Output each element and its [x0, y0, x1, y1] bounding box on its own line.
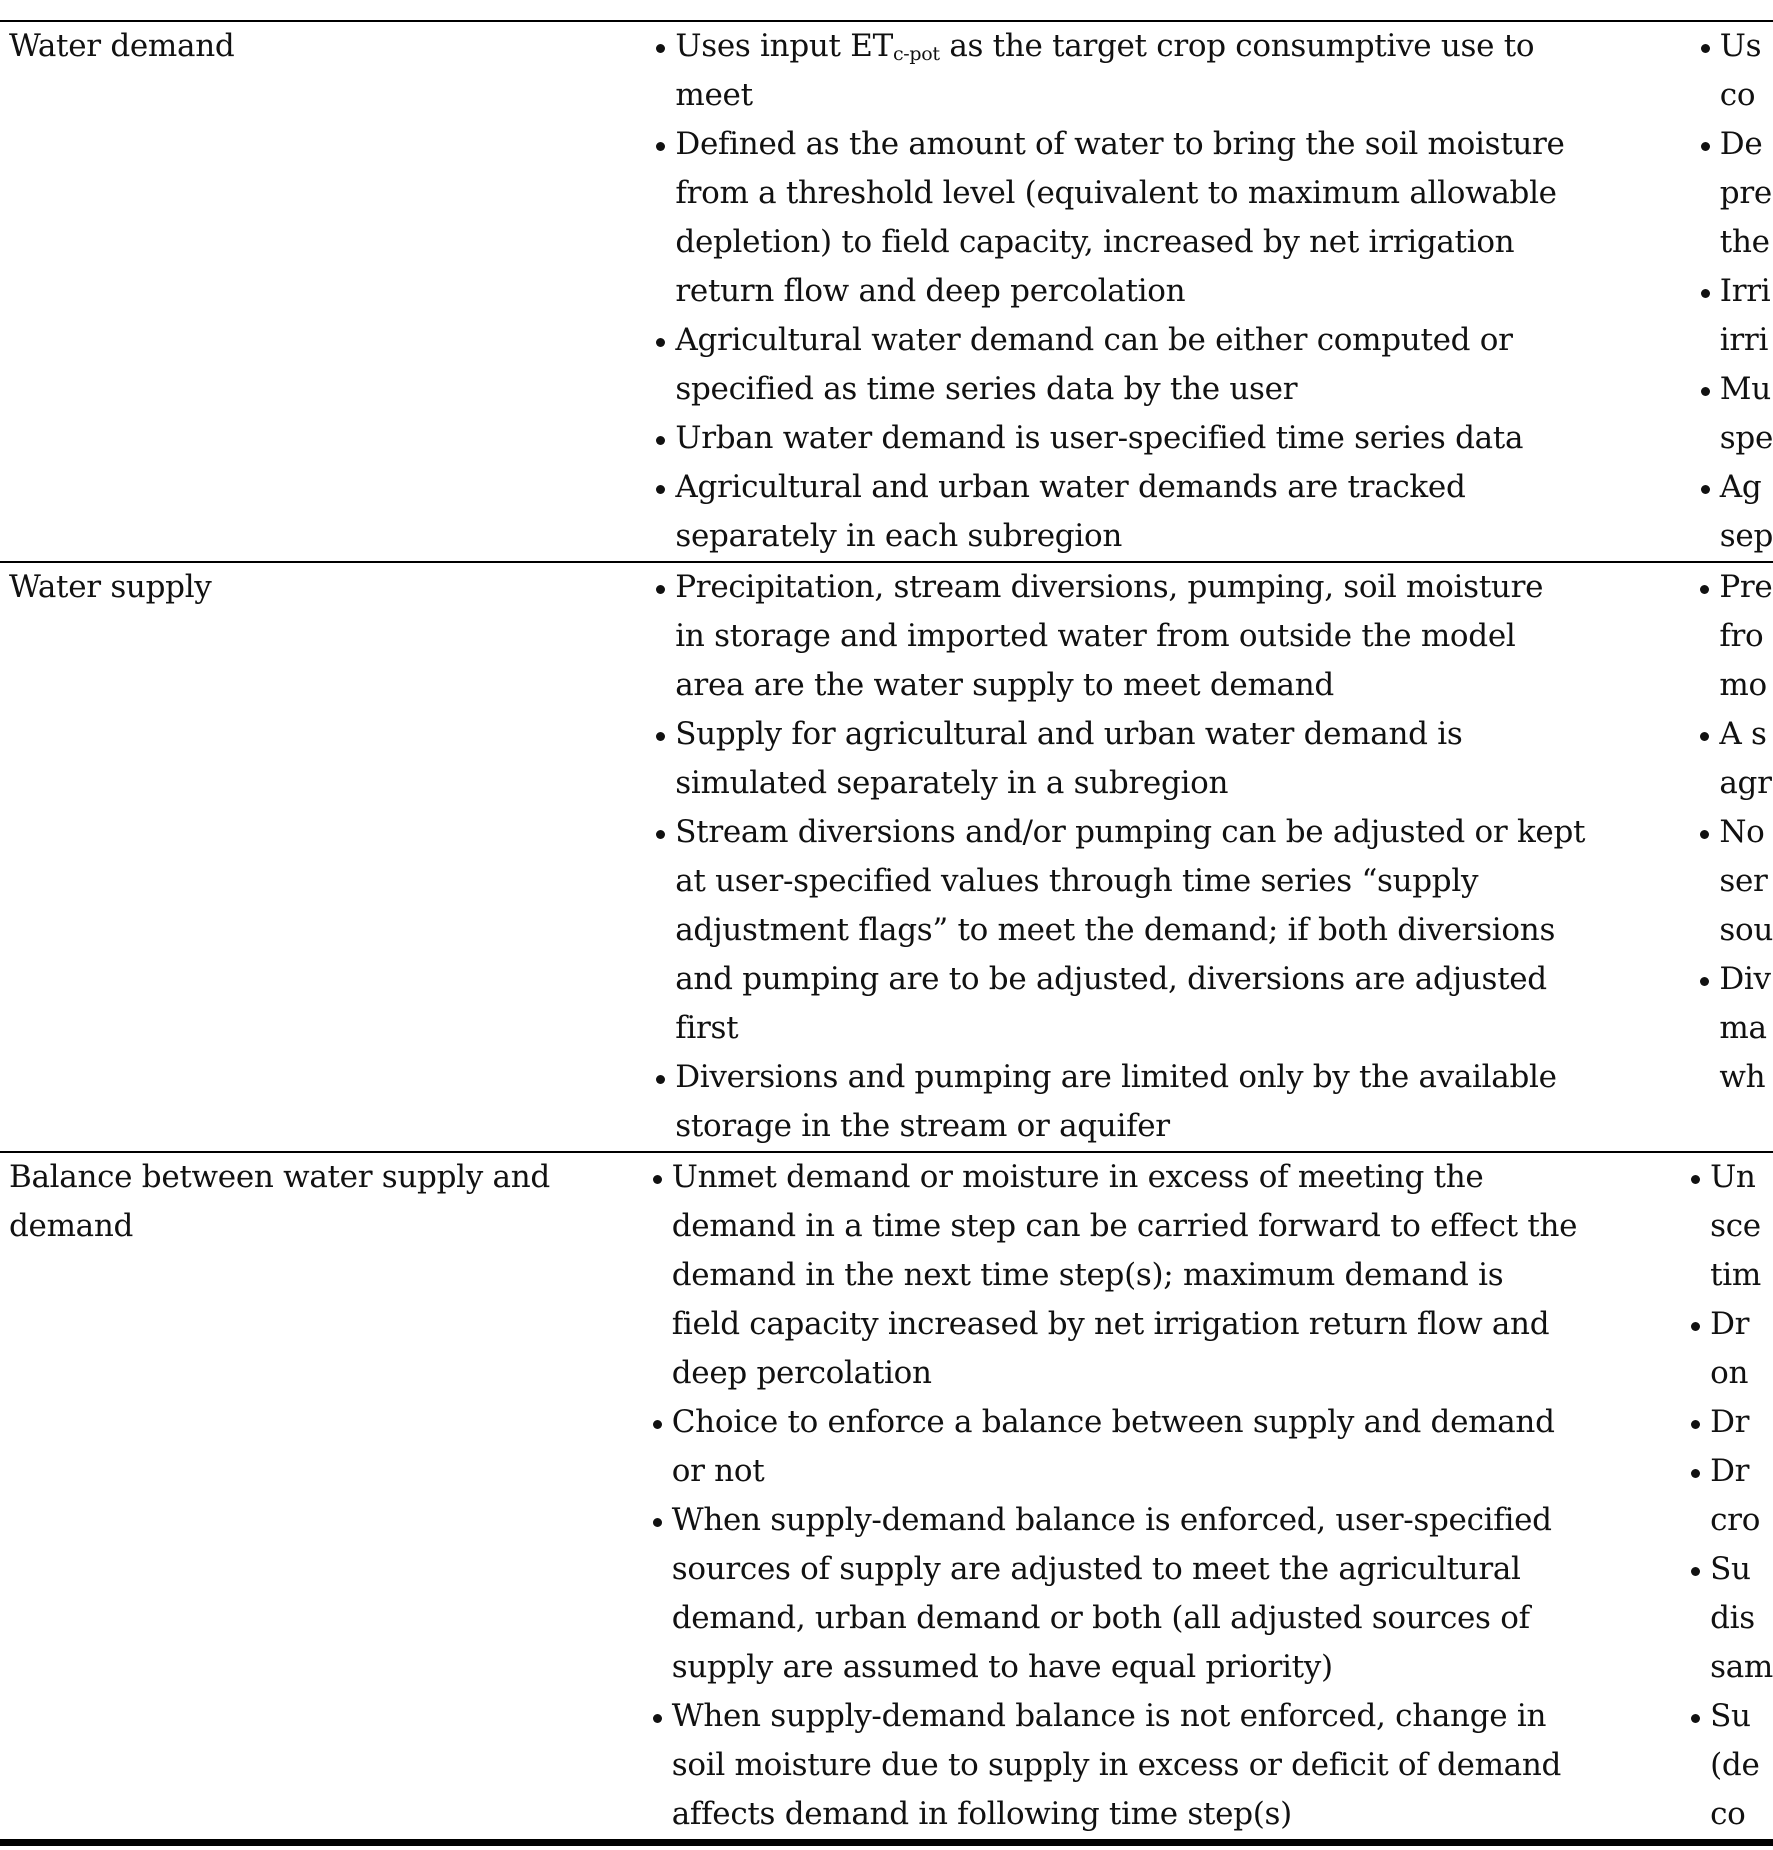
bullet-line: area are the water supply to meet demand — [675, 667, 1334, 703]
bullet-line: A s — [1719, 716, 1767, 752]
bullet-item — [651, 1153, 1678, 1398]
text-segment: as the target crop consumptive use to — [939, 28, 1535, 64]
bullet-item — [651, 1496, 1678, 1692]
bullet-line: No — [1719, 814, 1765, 850]
bullet-text — [675, 414, 1523, 463]
bullet-icon — [1689, 1300, 1710, 1398]
subscript: c-pot — [892, 43, 940, 65]
bullet-icon — [654, 808, 675, 1053]
bullet-line: from a threshold level (equivalent to maximum allowable — [675, 175, 1557, 211]
bullet-icon — [1698, 710, 1719, 808]
bullet-text — [1720, 120, 1772, 267]
bullet-icon — [1698, 563, 1719, 710]
bullet-item — [1699, 463, 1773, 561]
bullet-item — [1689, 1398, 1773, 1447]
bullet-icon — [1698, 955, 1719, 1102]
bullet-text — [1710, 1300, 1749, 1398]
bullet-item — [654, 22, 1687, 120]
bullet-line: fro — [1719, 618, 1764, 654]
bullet-line: Su — [1710, 1698, 1751, 1734]
bullet-text — [1720, 267, 1771, 365]
bullet-text — [675, 316, 1512, 414]
bullet-text — [1720, 365, 1773, 463]
bullet-icon — [651, 1692, 672, 1839]
bullet-icon — [654, 463, 675, 561]
bullet-icon — [1689, 1398, 1710, 1447]
bullet-line: Dr — [1710, 1453, 1750, 1489]
bullet-item — [1698, 563, 1773, 710]
bullet-line: Div — [1719, 961, 1771, 997]
bullet-line: agr — [1719, 765, 1772, 801]
bullet-item — [1698, 808, 1773, 955]
bullet-line: demand in the next time step(s); maximum demand is — [671, 1257, 1504, 1293]
bullet-line: depletion) to field capacity, increased by net irrigation — [675, 224, 1515, 260]
bullet-line: Stream diversions and/or pumping can be adjusted or kept — [675, 814, 1586, 850]
bullet-text — [1710, 1447, 1760, 1545]
bullet-item — [1689, 1153, 1773, 1300]
comparison-cell-clipped — [1688, 22, 1773, 561]
description-cell — [644, 22, 1687, 561]
bullet-text — [1720, 22, 1761, 120]
bullet-line: adjustment flags” to meet the demand; if both diversions — [675, 912, 1556, 948]
bullet-item — [1699, 267, 1773, 365]
bullet-line: Su — [1710, 1551, 1751, 1587]
bullet-item — [651, 1692, 1678, 1839]
bullet-icon — [1699, 120, 1720, 267]
bullet-icon — [654, 120, 675, 316]
bullet-text — [672, 1398, 1555, 1496]
bullet-item — [654, 414, 1687, 463]
bullet-text — [675, 22, 1534, 120]
bullet-line: Pre — [1719, 569, 1773, 605]
bullet-icon — [654, 414, 675, 463]
description-cell — [644, 563, 1687, 1151]
bullet-line: Choice to enforce a balance between supply and demand — [671, 1404, 1555, 1440]
bullet-line: mo — [1719, 667, 1767, 703]
bullet-item — [1699, 120, 1773, 267]
bullet-item — [654, 1053, 1687, 1151]
bullet-item — [1698, 710, 1773, 808]
bullet-line: cro — [1710, 1502, 1761, 1538]
bullet-text — [672, 1692, 1561, 1839]
bullet-line: meet — [675, 77, 753, 113]
bullet-line: Diversions and pumping are limited only by the available — [675, 1059, 1557, 1095]
bullet-text — [1719, 563, 1772, 710]
bullet-line: separately in each subregion — [675, 518, 1122, 554]
bullet-text — [1710, 1398, 1749, 1447]
bullet-item — [654, 463, 1687, 561]
bullet-icon — [651, 1398, 672, 1496]
bullet-line: simulated separately in a subregion — [675, 765, 1229, 801]
bullet-line: specified as time series data by the user — [675, 371, 1298, 407]
bullet-line: Ag — [1719, 469, 1762, 505]
table-row-cells — [0, 22, 1773, 561]
bullet-icon — [1699, 365, 1720, 463]
bullet-line: field capacity increased by net irrigation return flow and — [671, 1306, 1550, 1342]
bullet-icon — [654, 1053, 675, 1151]
bullet-line: demand in a time step can be carried forward to effect the — [671, 1208, 1578, 1244]
bullet-icon — [1689, 1692, 1710, 1839]
bullet-text — [675, 1053, 1556, 1151]
bullet-text — [672, 1153, 1577, 1398]
bullet-icon — [1689, 1447, 1710, 1545]
bullet-item — [654, 710, 1687, 808]
table-row — [0, 22, 1773, 563]
bullet-line: co — [1710, 1796, 1746, 1832]
bullet-text — [1719, 808, 1773, 955]
bullet-item — [1689, 1692, 1773, 1839]
bullet-line: spe — [1719, 420, 1773, 456]
bullet-line: sources of supply are adjusted to meet the agricultural — [671, 1551, 1521, 1587]
bullet-line: sce — [1710, 1208, 1761, 1244]
bullet-icon — [651, 1153, 672, 1398]
bullet-line: Dr — [1710, 1306, 1750, 1342]
bullet-line: Mu — [1719, 371, 1771, 407]
bullet-text — [1710, 1545, 1773, 1692]
bullet-item — [1689, 1447, 1773, 1545]
bullet-line: ma — [1719, 1010, 1767, 1046]
row-label-line: Water demand — [9, 28, 235, 64]
bullet-line: Defined as the amount of water to bring the soil moisture — [675, 126, 1565, 162]
bullet-line: affects demand in following time step(s) — [671, 1796, 1292, 1832]
bullet-icon — [1699, 463, 1720, 561]
bullet-line: on — [1710, 1355, 1749, 1391]
bullet-line: wh — [1719, 1059, 1766, 1095]
bullet-item — [1699, 365, 1773, 463]
bullet-line: dis — [1710, 1600, 1755, 1636]
bullet-text — [675, 120, 1564, 316]
bullet-line: (de — [1710, 1747, 1760, 1783]
row-label-line: Balance between water supply and — [9, 1159, 550, 1195]
comparison-table — [0, 20, 1773, 1846]
bullet-line: at user-specified values through time series “supply — [675, 863, 1479, 899]
bullet-icon — [654, 710, 675, 808]
table-row — [0, 1153, 1773, 1846]
bullet-text — [1719, 710, 1771, 808]
bullet-line: tim — [1710, 1257, 1761, 1293]
bullet-line: Unmet demand or moisture in excess of meeting the — [671, 1159, 1484, 1195]
bullet-item — [1689, 1545, 1773, 1692]
bullet-text — [675, 710, 1462, 808]
bullet-line: Irri — [1719, 273, 1771, 309]
bullet-line: co — [1719, 77, 1756, 113]
bullet-line: Precipitation, stream diversions, pumping, soil moisture — [675, 569, 1544, 605]
bullet-line: first — [675, 1010, 739, 1046]
bullet-line: Dr — [1710, 1404, 1750, 1440]
bullet-line: storage in the stream or aquifer — [675, 1108, 1170, 1144]
table-row-cells — [0, 1153, 1773, 1839]
bullet-item — [651, 1398, 1678, 1496]
row-label-cell — [0, 22, 644, 561]
bullet-item — [654, 316, 1687, 414]
comparison-cell-clipped — [1687, 563, 1773, 1151]
bullet-line: return flow and deep percolation — [675, 273, 1186, 309]
bullet-icon — [1689, 1153, 1710, 1300]
row-label-cell — [0, 1153, 641, 1839]
bullet-text — [1710, 1692, 1759, 1839]
bullet-line: irri — [1719, 322, 1769, 358]
bullet-line — [675, 22, 1534, 71]
bullet-icon — [1689, 1545, 1710, 1692]
bullet-line: Us — [1719, 28, 1762, 64]
bullet-line: When supply-demand balance is not enforced, change in — [671, 1698, 1547, 1734]
row-label-line: Water supply — [9, 569, 212, 605]
bullet-icon — [654, 316, 675, 414]
bullet-line: Supply for agricultural and urban water demand is — [675, 716, 1463, 752]
comparison-cell-clipped — [1678, 1153, 1773, 1839]
bullet-text — [1719, 955, 1770, 1102]
bullet-icon — [1699, 267, 1720, 365]
bullet-text — [1710, 1153, 1761, 1300]
bullet-line: sou — [1719, 912, 1773, 948]
bullet-line: soil moisture due to supply in excess or deficit of demand — [671, 1747, 1562, 1783]
bullet-line: pre — [1719, 175, 1772, 211]
bullet-line: deep percolation — [671, 1355, 932, 1391]
bullet-line: sep — [1719, 518, 1773, 554]
bullet-text — [675, 463, 1465, 561]
bullet-line: Urban water demand is user-specified time series data — [675, 420, 1524, 456]
table-row — [0, 563, 1773, 1153]
bullet-text — [672, 1496, 1552, 1692]
bullet-line: De — [1719, 126, 1763, 162]
bullet-line: When supply-demand balance is enforced, user-specified — [671, 1502, 1552, 1538]
bullet-icon — [1698, 808, 1719, 955]
bullet-text — [1720, 463, 1773, 561]
bullet-line: Un — [1710, 1159, 1756, 1195]
bullet-item — [654, 120, 1687, 316]
bullet-item — [654, 563, 1687, 710]
bullet-icon — [651, 1496, 672, 1692]
bullet-line: demand, urban demand or both (all adjusted sources of — [671, 1600, 1530, 1636]
bullet-text — [675, 563, 1543, 710]
bullet-line: supply are assumed to have equal priority) — [671, 1649, 1333, 1685]
bullet-icon — [654, 22, 675, 120]
text-segment: Uses input ET — [675, 28, 893, 64]
row-label-line: demand — [9, 1208, 134, 1244]
bullet-line: and pumping are to be adjusted, diversions are adjusted — [675, 961, 1547, 997]
bullet-text — [675, 808, 1585, 1053]
bullet-item — [1698, 955, 1773, 1102]
bullet-line: Agricultural and urban water demands are tracked — [675, 469, 1466, 505]
bullet-line: ser — [1719, 863, 1768, 899]
bullet-item — [1689, 1300, 1773, 1398]
bullet-icon — [654, 563, 675, 710]
table-row-cells — [0, 563, 1773, 1151]
bullet-line: Agricultural water demand can be either computed or — [675, 322, 1513, 358]
row-label-cell — [0, 563, 644, 1151]
bullet-line: in storage and imported water from outside the model — [675, 618, 1516, 654]
description-cell — [641, 1153, 1678, 1839]
bullet-line: or not — [671, 1453, 765, 1489]
bullet-item — [654, 808, 1687, 1053]
bullet-item — [1699, 22, 1773, 120]
bullet-line: the — [1719, 224, 1770, 260]
bullet-icon — [1699, 22, 1720, 120]
bullet-line: sam — [1710, 1649, 1773, 1685]
